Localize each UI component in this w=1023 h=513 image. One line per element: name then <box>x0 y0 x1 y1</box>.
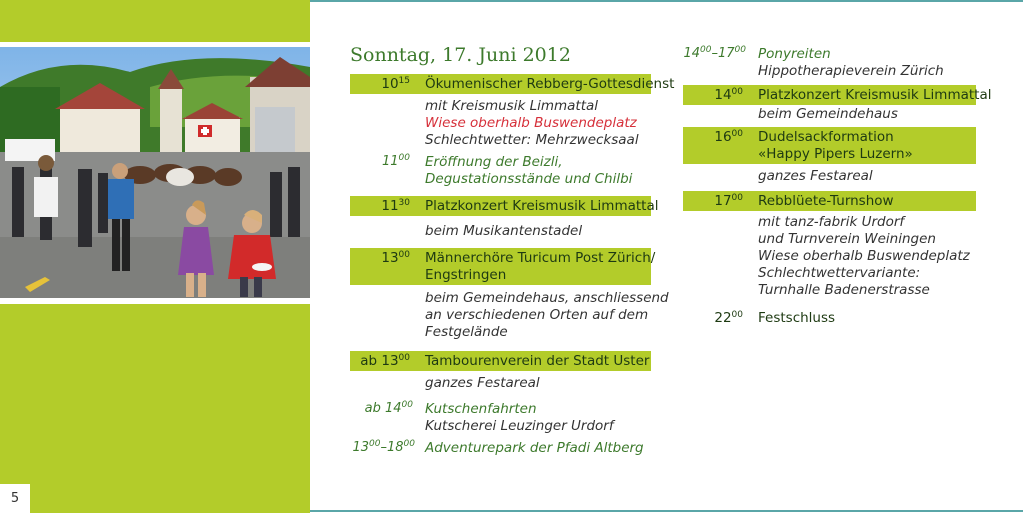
event-detail-red: Wiese oberhalb Buswendeplatz <box>425 115 637 131</box>
green-block-bottom <box>0 304 310 513</box>
event-title: Tambourenverein der Stadt Uster <box>425 353 650 369</box>
event-title: Platzkonzert Kreismusik Limmattal <box>425 198 659 214</box>
event-detail: Ponyreiten <box>758 46 831 62</box>
event-detail: beim Musikantenstadel <box>425 223 583 239</box>
event-time: $10^{15}$ <box>381 76 410 92</box>
event-detail: Hippotherapieverein Zürich <box>758 63 944 79</box>
festival-photo <box>0 47 310 298</box>
event-title: Ökumenischer Rebberg-Gottesdienst <box>425 76 675 92</box>
event-detail: an verschiedenen Orten auf dem <box>425 307 649 323</box>
event-time: $13^{00}-18^{00}$ <box>352 439 415 455</box>
event-time: $16^{00}$ <box>714 129 743 145</box>
event-detail: Kutschenfahrten <box>425 401 537 417</box>
event-time: $22^{00}$ <box>714 310 743 326</box>
event-detail: Schlechtwettervariante: <box>758 265 921 281</box>
event-detail: ganzes Festareal <box>425 375 540 391</box>
green-block-top <box>0 0 310 42</box>
event-detail: Kutscherei Leuzinger Urdorf <box>425 418 614 434</box>
event-detail: Schlechtwetter: Mehrzwecksaal <box>425 132 639 148</box>
event-time: $17^{00}$ <box>714 193 743 209</box>
event-time: $14^{00}-17^{00}$ <box>683 45 746 61</box>
bottom-rule <box>310 510 1023 512</box>
event-time: ab $14^{00}$ <box>364 400 413 416</box>
page-number: 5 <box>0 484 30 513</box>
event-detail: Degustationsstände und Chilbi <box>425 171 633 187</box>
event-bar <box>683 127 976 164</box>
day-heading: Sonntag, 17. Juni 2012 <box>350 44 571 66</box>
event-detail: ganzes Festareal <box>758 168 873 184</box>
event-title: Platzkonzert Kreismusik Limmattal <box>758 87 992 103</box>
event-time: $11^{30}$ <box>381 198 410 214</box>
event-title-line2: Engstringen <box>425 267 507 283</box>
event-detail: Wiese oberhalb Buswendeplatz <box>758 248 970 264</box>
event-detail: Adventurepark der Pfadi Altberg <box>425 440 644 456</box>
event-title: Dudelsackformation <box>758 129 894 145</box>
event-bar <box>350 196 659 216</box>
event-title: Männerchöre Turicum Post Zürich/ <box>425 250 656 266</box>
event-detail: mit Kreismusik Limmattal <box>425 98 599 114</box>
event-time: ab $13^{00}$ <box>360 353 410 369</box>
event-detail: und Turnverein Weiningen <box>758 231 936 247</box>
event-detail: beim Gemeindehaus, anschliessend <box>425 290 669 306</box>
event-bar <box>350 248 656 285</box>
event-time: $13^{00}$ <box>381 250 410 266</box>
event-time: $11^{00}$ <box>382 153 410 169</box>
event-title: Rebblüete-Turnshow <box>758 193 894 209</box>
event-title-line2: «Happy Pipers Luzern» <box>758 146 913 162</box>
event-bar <box>683 85 992 105</box>
event-detail: Turnhalle Badenerstrasse <box>758 282 930 298</box>
top-rule <box>310 0 1023 2</box>
event-title: Festschluss <box>758 310 836 326</box>
event-time: $14^{00}$ <box>714 87 743 103</box>
event-bar <box>350 74 675 94</box>
event-detail: beim Gemeindehaus <box>758 106 898 122</box>
event-detail: Festgelände <box>425 324 508 340</box>
event-bar <box>350 351 651 371</box>
event-detail: mit tanz-fabrik Urdorf <box>758 214 905 230</box>
event-detail: Eröffnung der Beizli, <box>425 154 563 170</box>
event-bar <box>683 191 976 211</box>
